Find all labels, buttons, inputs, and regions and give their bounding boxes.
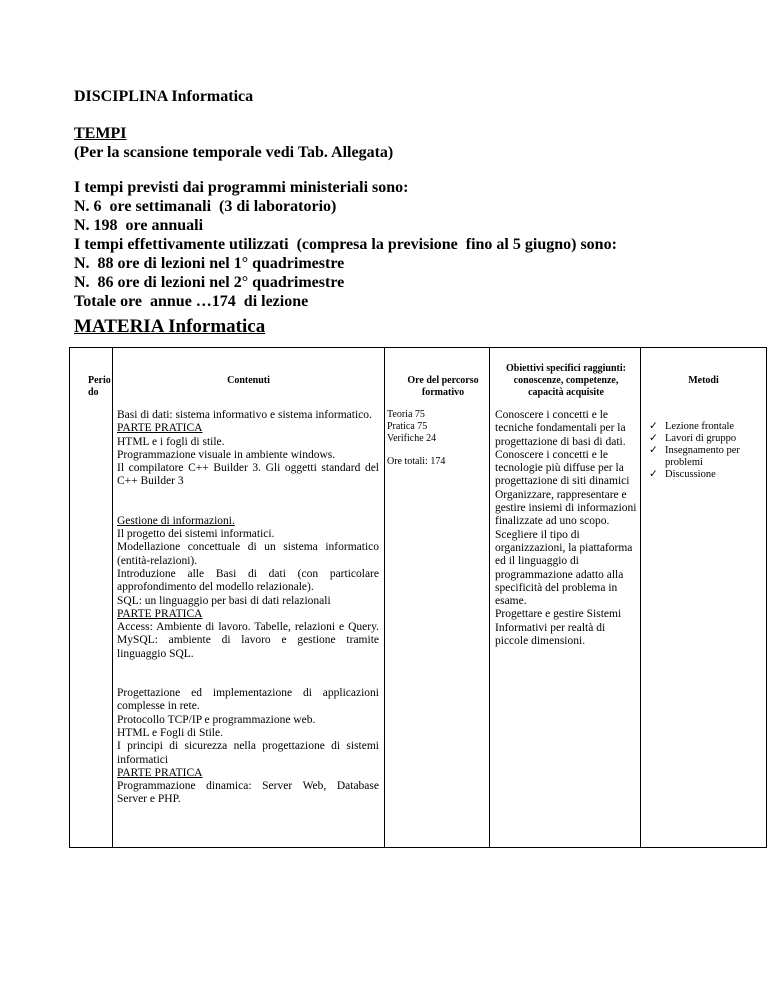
list-item bbox=[649, 469, 768, 481]
ore-teoria: Teoria 75 bbox=[387, 409, 425, 420]
header-metodi: Metodi bbox=[688, 375, 719, 386]
obiettivo-text: Organizzare, rappresentare e gestire insiemi di informazioni finalizzate ad uno scopo. Scegliere il tipo di organizzazioni, la piattaforma ed il linguaggio di programmazione adatto alla specificità del problema in esame. bbox=[495, 488, 637, 608]
contenuti-section-title: Gestione di informazioni. bbox=[117, 514, 235, 527]
metodi-list bbox=[649, 421, 768, 481]
ore-totali: Ore totali: 174 bbox=[387, 456, 446, 467]
column-divider bbox=[384, 347, 385, 848]
list-item bbox=[649, 433, 768, 445]
tempi-line: N. 88 ore di lezioni nel 1° quadrimestre bbox=[74, 255, 345, 272]
table-border-left bbox=[69, 347, 70, 848]
column-divider bbox=[640, 347, 641, 848]
header-contenuti: Contenuti bbox=[227, 375, 270, 386]
tempi-subtitle: (Per la scansione temporale vedi Tab. Allegata) bbox=[74, 144, 394, 161]
ore-pratica: Pratica 75 bbox=[387, 421, 428, 432]
metodo-label: Lavori di gruppo bbox=[665, 433, 737, 444]
check-icon: ✓ bbox=[649, 469, 658, 480]
contenuti-text: HTML e i fogli di stile. bbox=[117, 435, 225, 448]
tempi-title: TEMPI bbox=[74, 125, 127, 142]
obiettivo-text: Progettare e gestire Sistemi Informativi per realtà di piccole dimensioni. bbox=[495, 608, 622, 648]
tempi-line: N. 6 ore settimanali (3 di laboratorio) bbox=[74, 198, 337, 215]
contenuti-text: Il progetto dei sistemi informatici. bbox=[117, 528, 275, 541]
column-divider bbox=[489, 347, 490, 848]
obiettivo-text: Conoscere i concetti e le tecnologie più diffuse per la progettazione di siti dinamici bbox=[495, 448, 630, 488]
header-periodo: Perio do bbox=[88, 375, 111, 398]
ore-verifiche: Verifiche 24 bbox=[387, 433, 437, 444]
check-icon: ✓ bbox=[649, 433, 658, 444]
contenuti-text: I principi di sicurezza nella progettazione di sistemi informatici bbox=[117, 740, 379, 766]
parte-pratica-label: PARTE PRATICA bbox=[117, 607, 203, 620]
tempi-line: I tempi previsti dai programmi ministeriali sono: bbox=[74, 179, 409, 196]
contenuti-text: Access: Ambiente di lavoro. Tabelle, relazioni e Query. MySQL: ambiente di lavoro e gestione tramite linguaggio SQL. bbox=[117, 621, 379, 660]
header-ore: Ore del percorso formativo bbox=[407, 375, 479, 398]
contenuti-text: Il compilatore C++ Builder 3. Gli oggetti standard del C++ Builder 3 bbox=[117, 462, 379, 488]
program-table bbox=[69, 347, 767, 848]
ore-cell bbox=[387, 409, 487, 468]
contenuti-text: Modellazione concettuale di un sistema informatico (entità-relazioni). bbox=[117, 541, 379, 567]
tempi-details bbox=[74, 178, 617, 311]
contenuti-text: Programmazione dinamica: Server Web, Database Server e PHP. bbox=[117, 780, 379, 806]
contenuti-text: HTML e Fogli di Stile. bbox=[117, 726, 223, 739]
tempi-line: I tempi effettivamente utilizzati (compresa la previsione fino al 5 giugno) sono: bbox=[74, 236, 617, 253]
check-icon: ✓ bbox=[649, 445, 658, 456]
discipline-heading: DISCIPLINA Informatica bbox=[74, 88, 254, 105]
parte-pratica-label: PARTE PRATICA bbox=[117, 766, 203, 779]
contenuti-cell bbox=[117, 409, 379, 807]
obiettivo-text: Conoscere i concetti e le tecniche fondamentali per la progettazione di basi di dati. bbox=[495, 409, 626, 448]
metodo-label: Lezione frontale bbox=[665, 421, 735, 432]
list-item bbox=[649, 421, 768, 433]
contenuti-text: SQL: un linguaggio per basi di dati relazionali bbox=[117, 594, 331, 607]
tempi-line: N. 86 ore di lezioni nel 2° quadrimestre bbox=[74, 274, 345, 291]
metodo-label: Insegnamento per problemi bbox=[665, 445, 740, 468]
metodo-label: Discussione bbox=[665, 469, 716, 480]
check-icon: ✓ bbox=[649, 421, 658, 432]
header-obiettivi: Obiettivi specifici raggiunti: conoscenze, competenze, capacità acquisite bbox=[506, 363, 626, 398]
contenuti-text: Programmazione visuale in ambiente windows. bbox=[117, 448, 336, 461]
contenuti-text: Protocollo TCP/IP e programmazione web. bbox=[117, 713, 316, 726]
materia-heading: MATERIA Informatica bbox=[74, 316, 266, 337]
table-border-bottom bbox=[69, 847, 767, 848]
column-divider bbox=[112, 347, 113, 848]
table-border-top bbox=[69, 347, 767, 348]
obiettivi-cell bbox=[495, 409, 639, 648]
contenuti-text: Progettazione ed implementazione di applicazioni complesse in rete. bbox=[117, 687, 379, 713]
contenuti-text: Basi di dati: sistema informativo e sistema informatico. bbox=[117, 409, 372, 421]
list-item bbox=[649, 445, 768, 469]
contenuti-text: Introduzione alle Basi di dati (con particolare approfondimento del modello relazionale). bbox=[117, 567, 379, 594]
parte-pratica-label: PARTE PRATICA bbox=[117, 422, 203, 435]
tempi-line: Totale ore annue …174 di lezione bbox=[74, 293, 309, 310]
tempi-line: N. 198 ore annuali bbox=[74, 217, 204, 234]
